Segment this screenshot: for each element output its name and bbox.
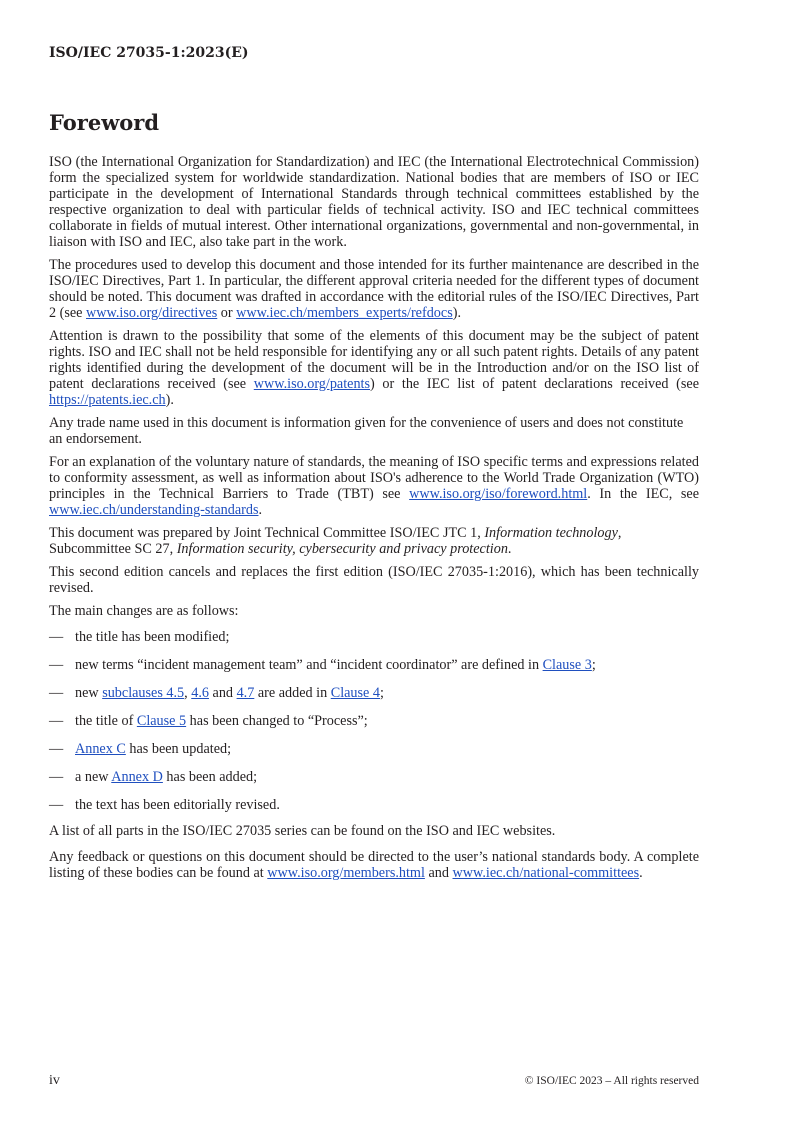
change-text <box>75 713 368 729</box>
dash: — <box>49 797 64 813</box>
p6-text-c: . <box>507 541 512 557</box>
link-iso-directives[interactable]: www.iso.org/directives <box>86 305 218 321</box>
dash: — <box>49 657 64 673</box>
change-text-b: has been changed to “Process”; <box>186 713 368 729</box>
change-text <box>75 685 384 701</box>
link-iso-patents[interactable]: www.iso.org/patents <box>253 376 371 392</box>
link-iec-national-committees[interactable]: www.iec.ch/national-committees <box>452 865 640 881</box>
link-clause-4[interactable]: Clause 4 <box>330 685 380 701</box>
copyright-notice: © ISO/IEC 2023 – All rights reserved <box>524 1075 699 1087</box>
dash: — <box>49 713 64 729</box>
page-footer <box>49 1073 699 1089</box>
list-item <box>49 657 699 673</box>
document-id: ISO/IEC 27035-1:2023(E) <box>49 45 249 61</box>
change-text-a: new terms “incident management team” and “incident coordinator” are defined in <box>75 657 543 673</box>
list-item <box>49 685 699 701</box>
change-text <box>75 769 257 785</box>
paragraph-4: Any trade name used in this document is information given for the convenience of users and does not constitute an endorsement. <box>49 415 684 447</box>
paragraph-9: A list of all parts in the ISO/IEC 27035 series can be found on the ISO and IEC websites. <box>49 823 556 839</box>
p2-text-a: The procedures used to develop this document and those intended for its further maintenance are described in the ISO/IEC Directives, Part 1. In particular, the different approval criteria needed for the different types of document should be noted. This document was drafted in accordance with the editorial rules of the ISO/IEC Directives, Part 2 (see <box>49 257 699 321</box>
change-text <box>75 741 231 757</box>
page-number: iv <box>49 1073 60 1088</box>
change-text-a: the title of <box>75 713 137 729</box>
paragraph-1: ISO (the International Organization for Standardization) and IEC (the International Electrotechnical Commission) form the specialized system for worldwide standardization. National bodies that are members of ISO or IEC participate in the development of International Standards through technical committees established by the respective organization to deal with particular fields of technical activity. ISO and IEC technical committees collaborate in fields of mutual interest. Other international organizations, governmental and non-governmental, in liaison with ISO and IEC, also take part in the work. <box>49 154 699 250</box>
paragraph-5 <box>49 454 699 518</box>
change-text-a: a new <box>75 769 112 785</box>
link-clause-5[interactable]: Clause 5 <box>136 713 187 729</box>
dash: — <box>49 769 64 785</box>
p10-text-b: and <box>424 865 453 881</box>
link-iec-understanding-standards[interactable]: www.iec.ch/understanding-standards <box>49 502 259 518</box>
paragraph-3 <box>49 328 699 408</box>
paragraph-7: This second edition cancels and replaces the first edition (ISO/IEC 27035-1:2016), which has been technically revised. <box>49 564 699 596</box>
committee-title: Information technology <box>484 525 618 541</box>
p3-text-a: Attention is drawn to the possibility that some of the elements of this document may be the subject of patent rights. ISO and IEC shall not be held responsible for identifying any or all such patent rights. Details of any patent rights identified during the development of the document will be in the Introduction and/or on the ISO list of patent declarations received (see <box>49 328 699 392</box>
link-4-7[interactable]: 4.7 <box>236 685 255 701</box>
dash: — <box>49 685 64 701</box>
paragraph-2 <box>49 257 699 321</box>
link-iec-refdocs[interactable]: www.iec.ch/members_experts/refdocs <box>236 305 453 321</box>
change-text-b: has been updated; <box>125 741 232 757</box>
change-text-d: are added in <box>254 685 331 701</box>
link-annex-c[interactable]: Annex C <box>75 741 126 757</box>
link-4-6[interactable]: 4.6 <box>191 685 209 701</box>
p6-text-b: , Subcommittee SC 27, <box>49 525 622 557</box>
paragraph-10 <box>49 849 699 881</box>
paragraph-6 <box>49 525 699 557</box>
p6-text-a: This document was prepared by Joint Technical Committee ISO/IEC JTC 1, <box>49 525 485 541</box>
list-item <box>49 713 699 729</box>
p2-text-b: or <box>217 305 237 321</box>
p10-text-a: Any feedback or questions on this document should be directed to the user’s national standards body. A complete listing of these bodies can be found at <box>49 849 699 881</box>
dash: — <box>49 629 64 645</box>
change-text <box>75 657 596 673</box>
p5-text-a: For an explanation of the voluntary nature of standards, the meaning of ISO specific terms and expressions related to conformity assessment, as well as information about ISO's adherence to the World Trade Organization (WTO) principles in the Technical Barriers to Trade (TBT) see <box>49 454 699 502</box>
link-iso-foreword[interactable]: www.iso.org/iso/foreword.html <box>409 486 588 502</box>
link-iec-patents[interactable]: https://patents.iec.ch <box>49 392 166 408</box>
change-text-b: ; <box>591 657 596 673</box>
p5-text-b: . In the IEC, see <box>587 486 700 502</box>
p5-text-c: . <box>258 502 263 518</box>
change-text-e: ; <box>380 685 384 701</box>
list-item <box>49 741 699 757</box>
change-text: the text has been editorially revised. <box>75 797 280 813</box>
change-text-b: , <box>184 685 192 701</box>
p3-text-b: ) or the IEC list of patent declarations received (see <box>370 376 700 392</box>
page-title: Foreword <box>49 110 160 135</box>
p2-text-c: ). <box>452 305 461 321</box>
changes-list <box>49 629 699 813</box>
change-text-a: new <box>75 685 103 701</box>
foreword-body <box>49 154 699 888</box>
list-item <box>49 629 699 645</box>
change-text-b: has been added; <box>162 769 258 785</box>
p10-text-c: . <box>639 865 643 881</box>
change-text-c: and <box>208 685 237 701</box>
list-item <box>49 769 699 785</box>
subcommittee-title: Information security, cybersecurity and privacy protection <box>176 541 508 557</box>
list-item <box>49 797 699 813</box>
link-clause-3[interactable]: Clause 3 <box>542 657 592 673</box>
link-subclauses-4-5[interactable]: subclauses 4.5 <box>102 685 185 701</box>
change-text: the title has been modified; <box>75 629 230 645</box>
link-annex-d[interactable]: Annex D <box>111 769 163 785</box>
paragraph-8: The main changes are as follows: <box>49 603 239 619</box>
p3-text-c: ). <box>165 392 174 408</box>
dash: — <box>49 741 64 757</box>
link-iso-members[interactable]: www.iso.org/members.html <box>267 865 425 881</box>
